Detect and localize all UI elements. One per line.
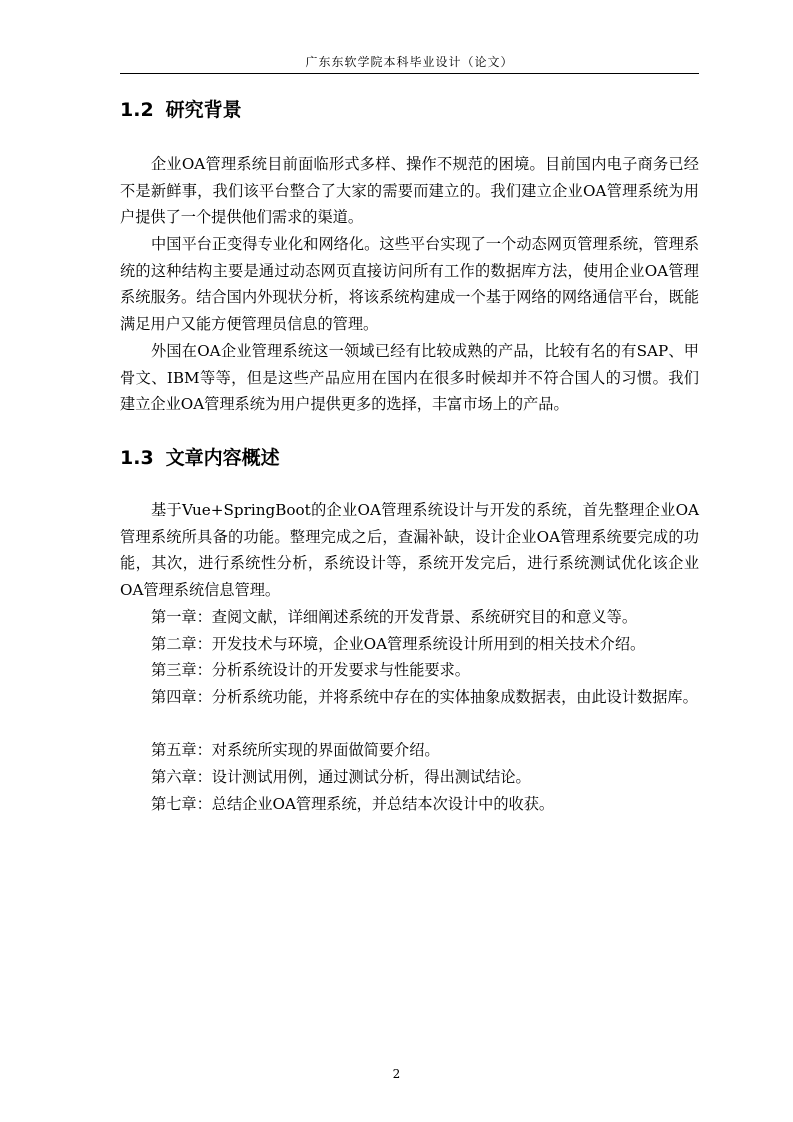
chapter-item: 第三章：分析系统设计的开发要求与性能要求。 bbox=[151, 661, 470, 679]
page-number: 2 bbox=[392, 1067, 401, 1081]
chapter-item: 第七章：总结企业OA管理系统，并总结本次设计中的收获。 bbox=[151, 795, 555, 813]
paragraph: 基于Vue+SpringBoot的企业OA管理系统设计与开发的系统，首先整理企业OA管理系统所具备的功能。整理完成之后，查漏补缺，设计企业OA管理系统要完成的功能，其次，进行系统性分析，系统设计等，系统开发完后，进行系统测试优化该企业OA管理系统信息管理。 bbox=[120, 501, 699, 599]
chapter-item: 第五章：对系统所实现的界面做简要介绍。 bbox=[151, 741, 440, 759]
section-title: 文章内容概述 bbox=[165, 447, 280, 469]
section-title: 研究背景 bbox=[165, 99, 242, 121]
section-number: 1.3 bbox=[120, 447, 154, 469]
paragraph: 企业OA管理系统目前面临形式多样、操作不规范的困境。目前国内电子商务已经不是新鲜事，我们该平台整合了大家的需要而建立的。我们建立企业OA管理系统为用户提供了一个提供他们需求的渠道。 bbox=[120, 155, 699, 227]
chapter-item: 第二章：开发技术与环境，企业OA管理系统设计所用到的相关技术介绍。 bbox=[151, 635, 646, 653]
paragraph: 外国在OA企业管理系统这一领域已经有比较成熟的产品，比较有名的有SAP、甲骨文、IBM等等，但是这些产品应用在国内在很多时候却并不符合国人的习惯。我们建立企业OA管理系统为用户提供更多的选择，丰富市场上的产品。 bbox=[120, 342, 699, 414]
running-header: 广东东软学院本科毕业设计（论文） bbox=[305, 55, 514, 69]
chapter-item: 第六章：设计测试用例，通过测试分析，得出测试结论。 bbox=[151, 768, 531, 786]
chapter-item: 第一章：查阅文献，详细阐述系统的开发背景、系统研究目的和意义等。 bbox=[151, 608, 637, 626]
section-number: 1.2 bbox=[120, 99, 154, 121]
header-rule bbox=[120, 73, 699, 74]
section-heading-1-2 bbox=[120, 98, 242, 122]
paragraph: 中国平台正变得专业化和网络化。这些平台实现了一个动态网页管理系统，管理系统的这种结构主要是通过动态网页直接访问所有工作的数据库方法，使用企业OA管理系统服务。结合国内外现状分析，将该系统构建成一个基于网络的网络通信平台，既能满足用户又能方便管理员信息的管理。 bbox=[120, 235, 699, 333]
chapter-item: 第四章：分析系统功能，并将系统中存在的实体抽象成数据表，由此设计数据库。 bbox=[151, 688, 698, 706]
section-heading-1-3 bbox=[120, 446, 280, 470]
